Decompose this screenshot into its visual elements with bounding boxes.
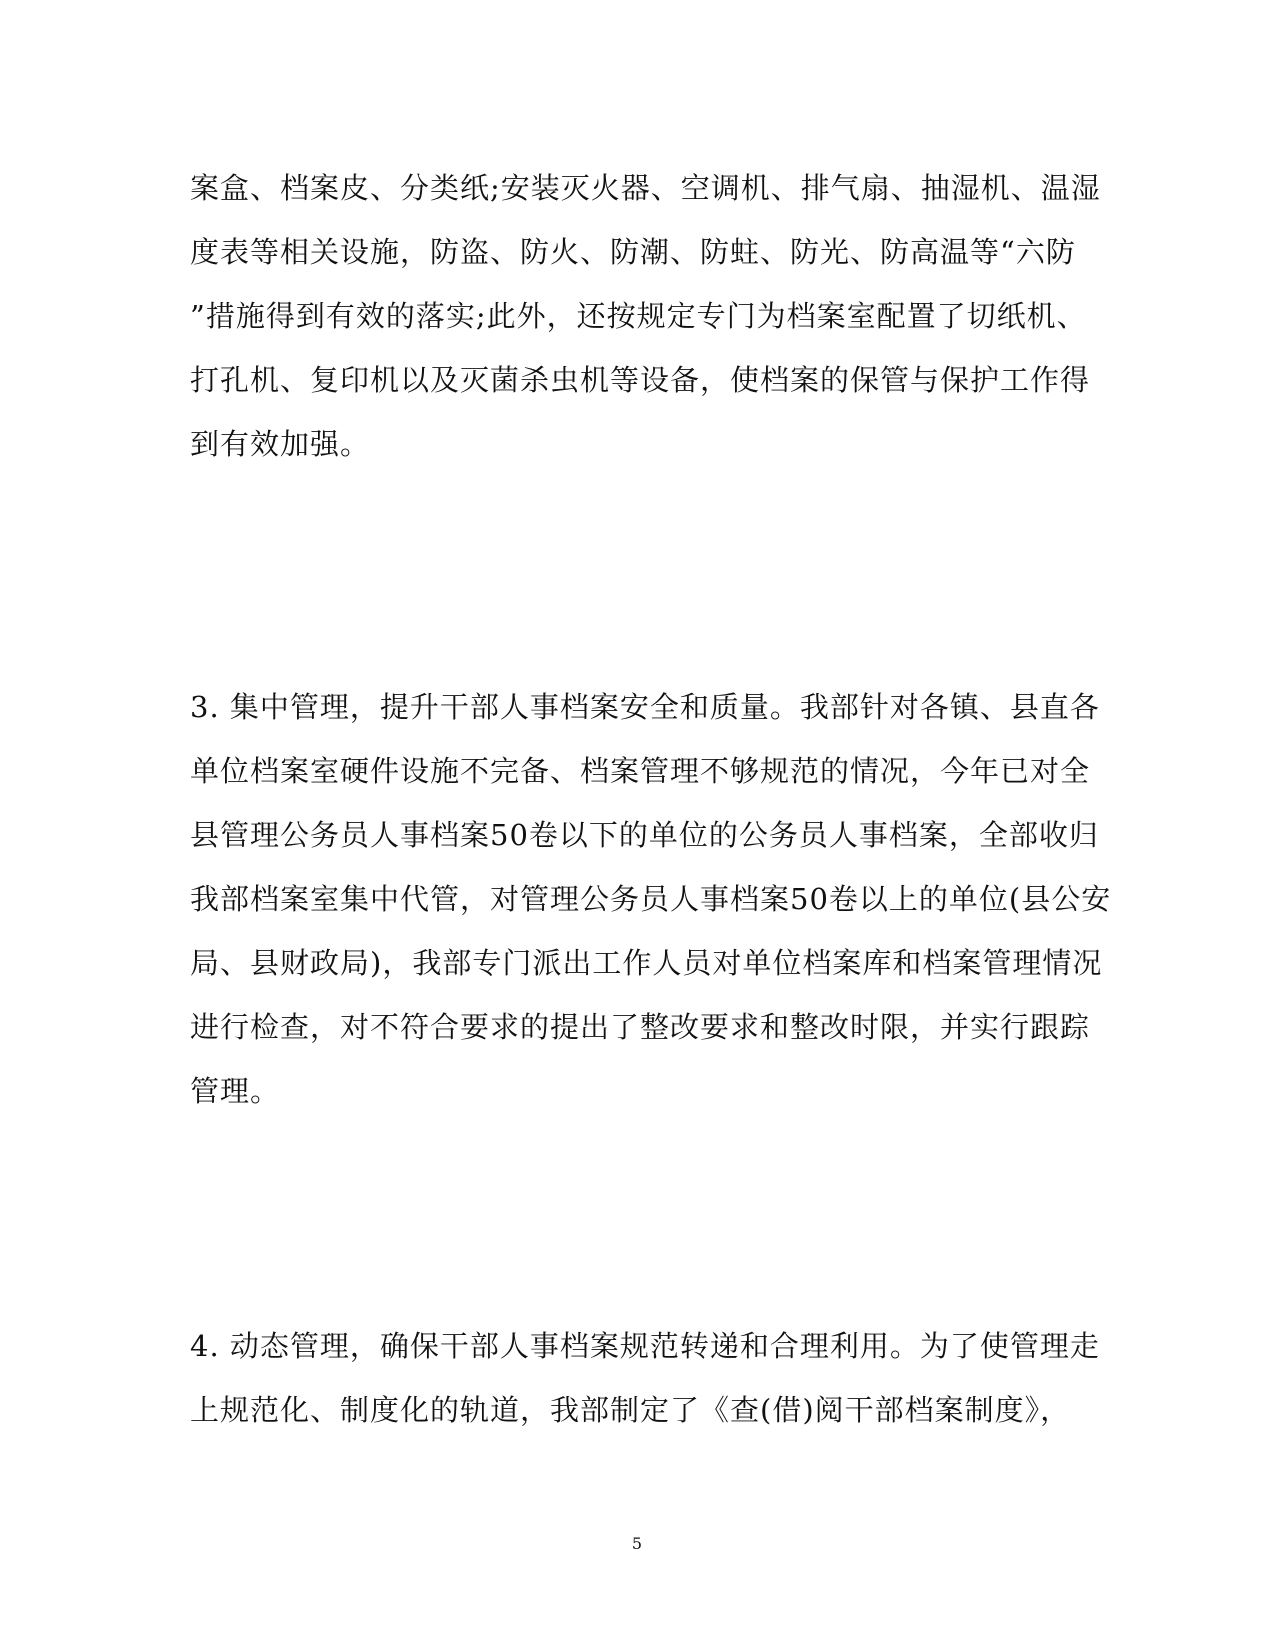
paragraph-dynamic-management — [190, 1314, 1100, 1442]
text-line: 度表等相关设施，防盗、防火、防潮、防蛀、防光、防高温等“六防 — [190, 235, 1076, 269]
text-line: 打孔机、复印机以及灭菌杀虫机等设备，使档案的保管与保护工作得 — [190, 363, 1091, 397]
text-line: 我部档案室集中代管，对管理公务员人事档案50卷以上的单位(县公安 — [190, 882, 1112, 916]
text-line: 管理。 — [190, 1074, 281, 1108]
paragraph-centralized-management — [190, 675, 1112, 1123]
text-line: 进行检查，对不符合要求的提出了整改要求和整改时限，并实行跟踪 — [190, 1010, 1091, 1044]
text-line: 到有效加强。 — [190, 427, 371, 461]
text-line: 局、县财政局)，我部专门派出工作人员对单位档案库和档案管理情况 — [190, 946, 1103, 980]
text-line: 3. 集中管理，提升干部人事档案安全和质量。我部针对各镇、县直各 — [190, 690, 1100, 724]
text-line: ”措施得到有效的落实;此外，还按规定专门为档案室配置了切纸机、 — [190, 299, 1087, 333]
paragraph-archive-facilities — [190, 156, 1101, 476]
text-line: 单位档案室硬件设施不完备、档案管理不够规范的情况，今年已对全 — [190, 754, 1091, 788]
text-line: 县管理公务员人事档案50卷以下的单位的公务员人事档案，全部收归 — [190, 818, 1099, 852]
text-line: 4. 动态管理，确保干部人事档案规范转递和合理利用。为了使管理走 — [190, 1329, 1100, 1363]
text-line: 案盒、档案皮、分类纸;安装灭火器、空调机、排气扇、抽湿机、温湿 — [190, 171, 1101, 205]
text-line: 上规范化、制度化的轨道，我部制定了《查(借)阅干部档案制度》， — [190, 1393, 1071, 1427]
page-number: 5 — [631, 1534, 643, 1553]
